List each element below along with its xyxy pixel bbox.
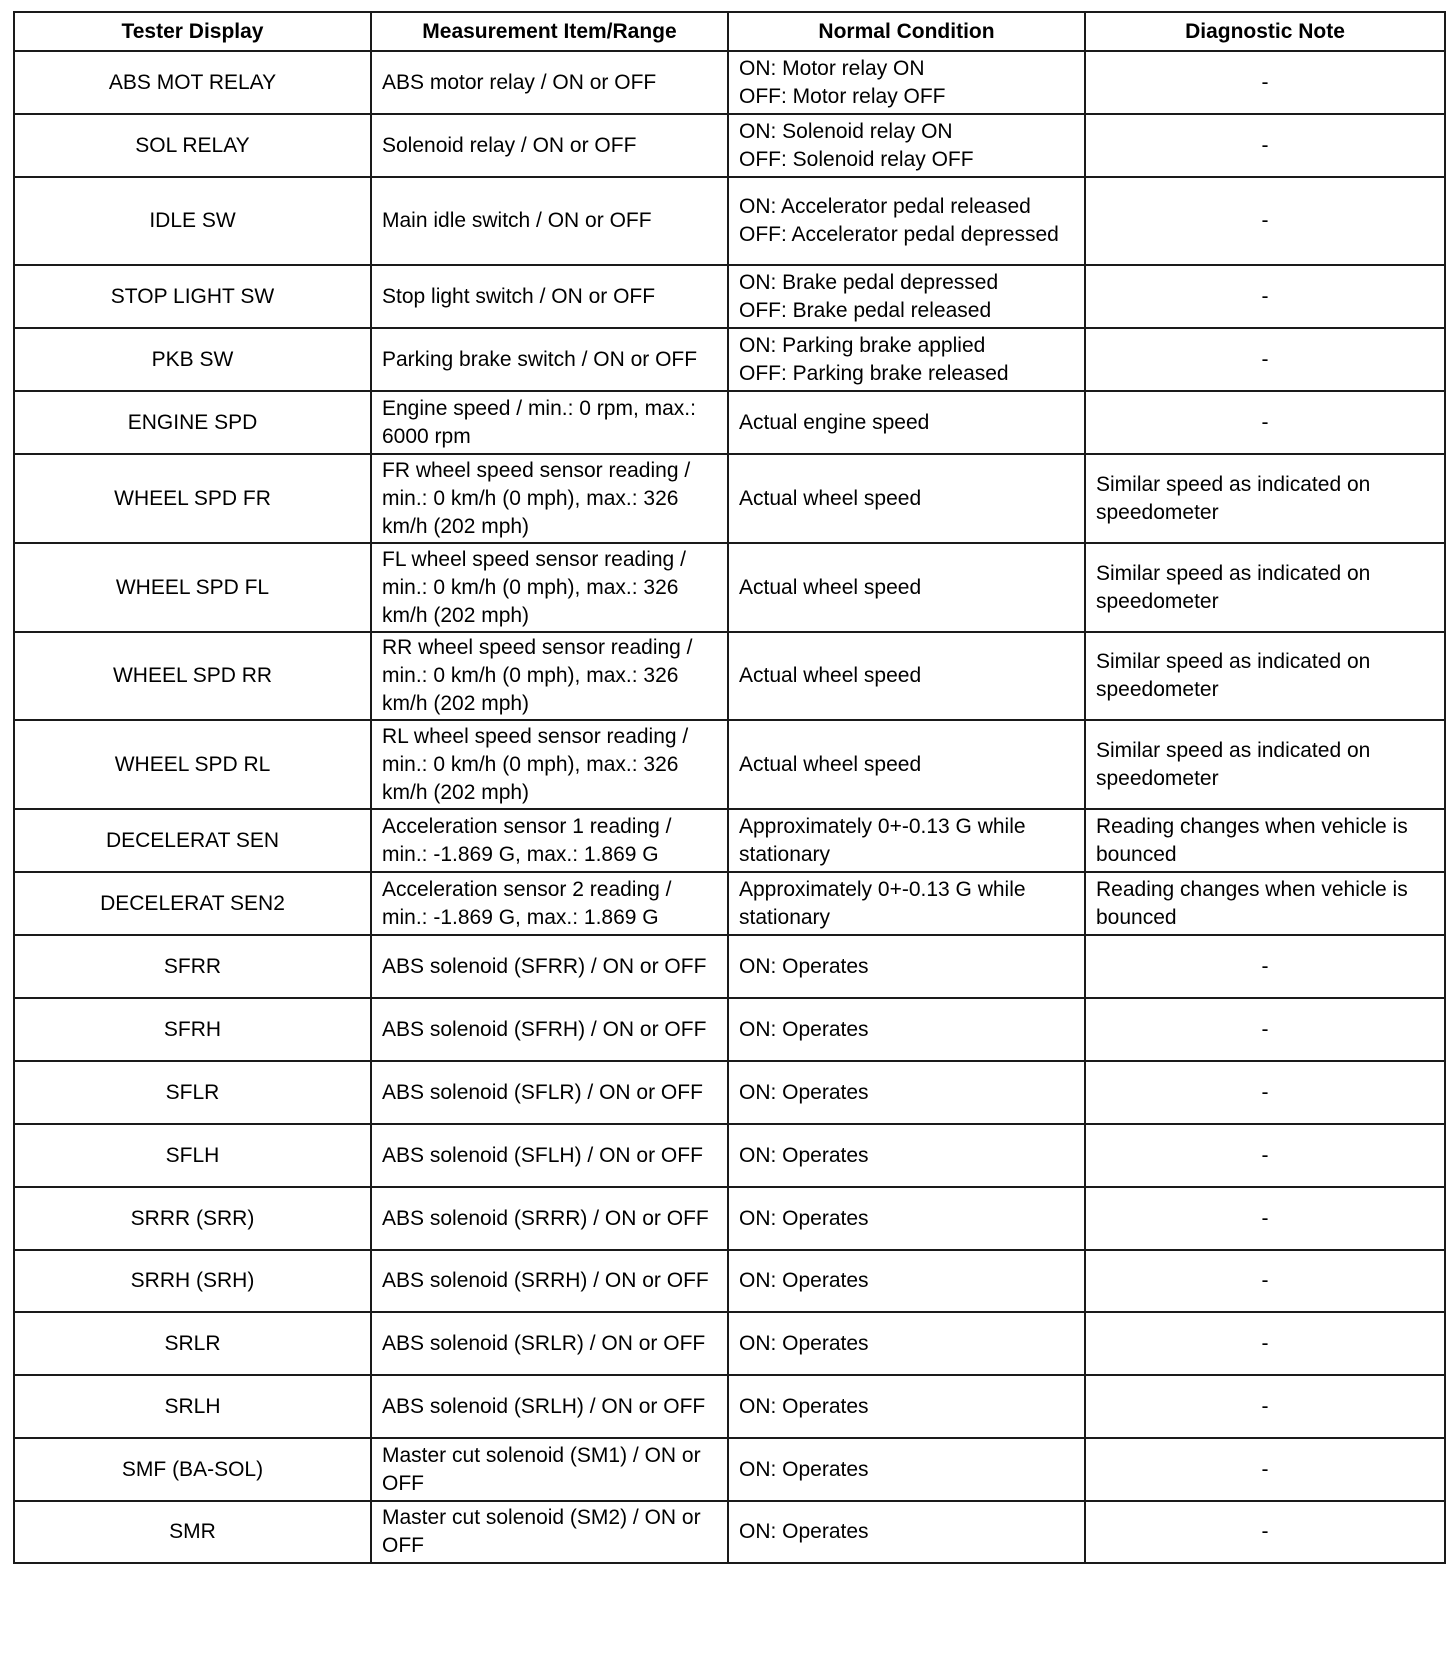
- measurement-item-cell: ABS solenoid (SRLH) / ON or OFF: [371, 1375, 728, 1438]
- normal-condition-cell: [728, 1124, 1085, 1187]
- table-body: [14, 51, 1445, 1563]
- normal-condition-line: OFF: Solenoid relay OFF: [739, 147, 974, 171]
- normal-condition-cell: [728, 114, 1085, 177]
- normal-condition-cell: [728, 265, 1085, 328]
- normal-condition-line: OFF: Motor relay OFF: [739, 84, 946, 108]
- tester-display-cell: SRRH (SRH): [14, 1250, 371, 1312]
- measurement-item-cell: FL wheel speed sensor reading / min.: 0 km/h (0 mph), max.: 326 km/h (202 mph): [371, 543, 728, 632]
- normal-condition-line: ON: Operates: [739, 1331, 869, 1355]
- table-row: [14, 543, 1445, 632]
- tester-display-cell: ENGINE SPD: [14, 391, 371, 454]
- tester-display-cell: WHEEL SPD FL: [14, 543, 371, 632]
- normal-condition-cell: [728, 177, 1085, 265]
- header-normal-condition: Normal Condition: [728, 12, 1085, 51]
- diagnostic-note-cell: -: [1085, 391, 1445, 454]
- table-row: [14, 51, 1445, 114]
- table-row: [14, 1438, 1445, 1501]
- diagnostic-note-cell: -: [1085, 1375, 1445, 1438]
- diagnostic-note-cell: -: [1085, 998, 1445, 1061]
- diagnostic-note-cell: Similar speed as indicated on speedometer: [1085, 720, 1445, 809]
- tester-display-cell: SFLH: [14, 1124, 371, 1187]
- diagnostic-note-cell: -: [1085, 1312, 1445, 1375]
- data-list-sheet: [13, 11, 1444, 1564]
- normal-condition-cell: [728, 1501, 1085, 1563]
- tester-display-cell: DECELERAT SEN2: [14, 872, 371, 935]
- table-row: [14, 177, 1445, 265]
- normal-condition-cell: [728, 1187, 1085, 1250]
- measurement-item-cell: Engine speed / min.: 0 rpm, max.: 6000 rpm: [371, 391, 728, 454]
- measurement-item-cell: Master cut solenoid (SM1) / ON or OFF: [371, 1438, 728, 1501]
- measurement-item-cell: ABS solenoid (SRRR) / ON or OFF: [371, 1187, 728, 1250]
- table-row: [14, 1250, 1445, 1312]
- tester-display-cell: SMF (BA-SOL): [14, 1438, 371, 1501]
- table-row: [14, 809, 1445, 872]
- normal-condition-cell: [728, 1250, 1085, 1312]
- measurement-item-cell: ABS solenoid (SFRH) / ON or OFF: [371, 998, 728, 1061]
- normal-condition-cell: [728, 935, 1085, 998]
- tester-display-cell: ABS MOT RELAY: [14, 51, 371, 114]
- normal-condition-line: Actual wheel speed: [739, 664, 922, 687]
- normal-condition-line: ON: Brake pedal depressed: [739, 270, 999, 294]
- header-measurement-item: Measurement Item/Range: [371, 12, 728, 51]
- measurement-item-cell: ABS motor relay / ON or OFF: [371, 51, 728, 114]
- normal-condition-cell: [728, 809, 1085, 872]
- tester-display-cell: SMR: [14, 1501, 371, 1563]
- header-diagnostic-note: Diagnostic Note: [1085, 12, 1445, 51]
- normal-condition-cell: [728, 51, 1085, 114]
- normal-condition-line: Actual wheel speed: [739, 486, 922, 510]
- diagnostic-note-cell: -: [1085, 935, 1445, 998]
- measurement-item-cell: ABS solenoid (SRLR) / ON or OFF: [371, 1312, 728, 1375]
- measurement-item-cell: Main idle switch / ON or OFF: [371, 177, 728, 265]
- normal-condition-line: ON: Operates: [739, 954, 869, 978]
- normal-condition-cell: [728, 632, 1085, 720]
- normal-condition-cell: [728, 1438, 1085, 1501]
- table-row: [14, 328, 1445, 391]
- table-row: [14, 1375, 1445, 1438]
- table-row: [14, 454, 1445, 543]
- measurement-item-cell: ABS solenoid (SFRR) / ON or OFF: [371, 935, 728, 998]
- measurement-item-cell: Parking brake switch / ON or OFF: [371, 328, 728, 391]
- diagnostic-note-cell: -: [1085, 1187, 1445, 1250]
- normal-condition-cell: [728, 328, 1085, 391]
- table-row: [14, 1124, 1445, 1187]
- normal-condition-line: ON: Solenoid relay ON: [739, 119, 953, 143]
- normal-condition-line: ON: Operates: [739, 1520, 869, 1543]
- table-row: [14, 1187, 1445, 1250]
- tester-display-cell: SOL RELAY: [14, 114, 371, 177]
- diagnostic-note-cell: -: [1085, 328, 1445, 391]
- diagnostic-note-cell: -: [1085, 1438, 1445, 1501]
- normal-condition-line: ON: Operates: [739, 1017, 869, 1041]
- table-row: [14, 1061, 1445, 1124]
- normal-condition-line: ON: Operates: [739, 1457, 869, 1481]
- normal-condition-cell: [728, 454, 1085, 543]
- normal-condition-line: Actual wheel speed: [739, 752, 922, 776]
- normal-condition-cell: [728, 1061, 1085, 1124]
- diagnostic-note-cell: Reading changes when vehicle is bounced: [1085, 872, 1445, 935]
- tester-display-cell: WHEEL SPD FR: [14, 454, 371, 543]
- tester-display-cell: SFLR: [14, 1061, 371, 1124]
- normal-condition-line: ON: Operates: [739, 1269, 869, 1292]
- tester-display-cell: DECELERAT SEN: [14, 809, 371, 872]
- normal-condition-cell: [728, 391, 1085, 454]
- normal-condition-line: ON: Parking brake applied: [739, 333, 986, 357]
- diagnostic-note-cell: -: [1085, 265, 1445, 328]
- normal-condition-line: Approximately 0+-0.13 G while stationary: [739, 877, 1026, 929]
- tester-display-cell: IDLE SW: [14, 177, 371, 265]
- measurement-item-cell: Master cut solenoid (SM2) / ON or OFF: [371, 1501, 728, 1563]
- tester-display-cell: WHEEL SPD RL: [14, 720, 371, 809]
- tester-display-cell: PKB SW: [14, 328, 371, 391]
- diagnostic-note-cell: Reading changes when vehicle is bounced: [1085, 809, 1445, 872]
- tester-display-cell: WHEEL SPD RR: [14, 632, 371, 720]
- diagnostic-note-cell: Similar speed as indicated on speedometer: [1085, 632, 1445, 720]
- table-row: [14, 720, 1445, 809]
- measurement-item-cell: ABS solenoid (SFLR) / ON or OFF: [371, 1061, 728, 1124]
- table-row: [14, 1501, 1445, 1563]
- table-row: [14, 265, 1445, 328]
- normal-condition-line: OFF: Parking brake released: [739, 361, 1009, 385]
- tester-display-cell: SRLH: [14, 1375, 371, 1438]
- measurement-item-cell: ABS solenoid (SFLH) / ON or OFF: [371, 1124, 728, 1187]
- measurement-item-cell: Acceleration sensor 1 reading / min.: -1.869 G, max.: 1.869 G: [371, 809, 728, 872]
- normal-condition-line: ON: Operates: [739, 1394, 869, 1418]
- diagnostic-note-cell: -: [1085, 1250, 1445, 1312]
- normal-condition-line: ON: Motor relay ON: [739, 56, 925, 80]
- diagnostic-note-cell: -: [1085, 1501, 1445, 1563]
- diagnostic-note-cell: Similar speed as indicated on speedometer: [1085, 543, 1445, 632]
- normal-condition-cell: [728, 1375, 1085, 1438]
- measurement-item-cell: RL wheel speed sensor reading / min.: 0 km/h (0 mph), max.: 326 km/h (202 mph): [371, 720, 728, 809]
- diagnostic-note-cell: -: [1085, 1061, 1445, 1124]
- diagnostic-note-cell: -: [1085, 114, 1445, 177]
- tester-display-cell: SFRR: [14, 935, 371, 998]
- diagnostic-note-cell: Similar speed as indicated on speedometer: [1085, 454, 1445, 543]
- normal-condition-line: ON: Operates: [739, 1080, 869, 1104]
- normal-condition-cell: [728, 998, 1085, 1061]
- normal-condition-line: Actual engine speed: [739, 410, 930, 434]
- header-row: [14, 12, 1445, 51]
- measurement-item-cell: Stop light switch / ON or OFF: [371, 265, 728, 328]
- normal-condition-line: OFF: Accelerator pedal depressed: [739, 223, 1059, 246]
- normal-condition-cell: [728, 1312, 1085, 1375]
- normal-condition-line: Actual wheel speed: [739, 575, 922, 599]
- measurement-item-cell: Solenoid relay / ON or OFF: [371, 114, 728, 177]
- normal-condition-line: OFF: Brake pedal released: [739, 298, 992, 322]
- normal-condition-line: Approximately 0+-0.13 G while stationary: [739, 814, 1026, 866]
- table-row: [14, 872, 1445, 935]
- diagnostic-note-cell: -: [1085, 51, 1445, 114]
- diagnostic-note-cell: -: [1085, 1124, 1445, 1187]
- diagnostic-note-cell: -: [1085, 177, 1445, 265]
- measurement-item-cell: FR wheel speed sensor reading / min.: 0 km/h (0 mph), max.: 326 km/h (202 mph): [371, 454, 728, 543]
- table-row: [14, 391, 1445, 454]
- normal-condition-cell: [728, 872, 1085, 935]
- normal-condition-line: ON: Operates: [739, 1143, 869, 1167]
- table-row: [14, 114, 1445, 177]
- table-row: [14, 935, 1445, 998]
- tester-display-cell: SFRH: [14, 998, 371, 1061]
- normal-condition-cell: [728, 543, 1085, 632]
- measurement-item-cell: RR wheel speed sensor reading / min.: 0 km/h (0 mph), max.: 326 km/h (202 mph): [371, 632, 728, 720]
- table-row: [14, 998, 1445, 1061]
- tester-display-cell: SRLR: [14, 1312, 371, 1375]
- table-row: [14, 632, 1445, 720]
- tester-display-cell: SRRR (SRR): [14, 1187, 371, 1250]
- normal-condition-cell: [728, 720, 1085, 809]
- measurement-item-cell: ABS solenoid (SRRH) / ON or OFF: [371, 1250, 728, 1312]
- table-row: [14, 1312, 1445, 1375]
- normal-condition-line: ON: Operates: [739, 1206, 869, 1230]
- measurement-item-cell: Acceleration sensor 2 reading / min.: -1.869 G, max.: 1.869 G: [371, 872, 728, 935]
- header-tester-display: Tester Display: [14, 12, 371, 51]
- normal-condition-line: ON: Accelerator pedal released: [739, 195, 1031, 218]
- data-list-table: [13, 11, 1446, 1564]
- tester-display-cell: STOP LIGHT SW: [14, 265, 371, 328]
